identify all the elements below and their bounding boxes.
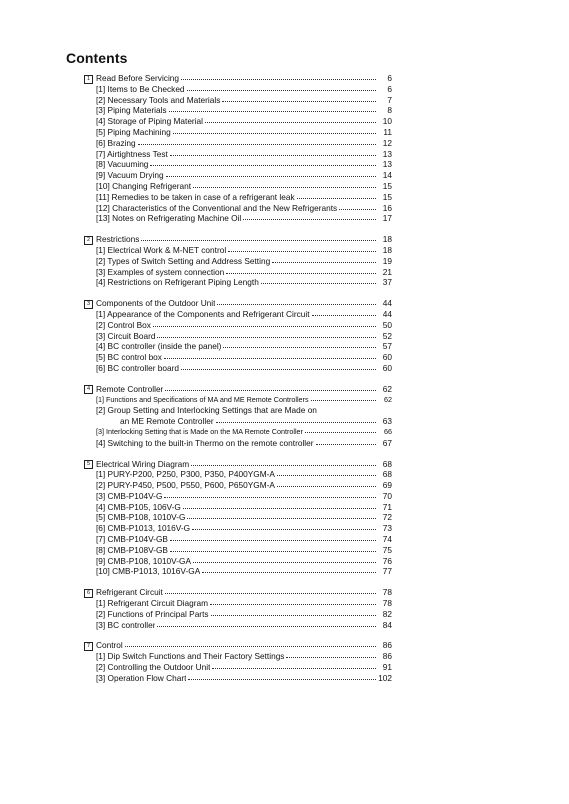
dot-leader xyxy=(164,352,376,359)
toc-entry[interactable] xyxy=(84,438,392,449)
dot-leader xyxy=(193,556,376,563)
dot-leader xyxy=(192,523,376,530)
dot-leader xyxy=(164,491,376,498)
toc-section-heading[interactable] xyxy=(84,73,392,84)
toc-entry[interactable] xyxy=(84,203,392,214)
page-number: 13 xyxy=(382,148,392,159)
dot-leader xyxy=(226,267,376,274)
dot-leader xyxy=(191,459,376,466)
page-number: 67 xyxy=(382,437,392,448)
dot-leader xyxy=(316,438,376,445)
toc-entry[interactable] xyxy=(84,159,392,170)
toc-section-heading[interactable] xyxy=(84,298,392,309)
dot-leader xyxy=(181,363,376,370)
toc-entry[interactable] xyxy=(84,352,392,363)
page-number: 52 xyxy=(382,330,392,341)
toc-entry-text: [7] CMB-P104V-GB xyxy=(96,534,168,545)
toc-entry[interactable] xyxy=(84,309,392,320)
section-number-box: 3 xyxy=(84,300,93,309)
toc-heading-text: Electrical Wiring Diagram xyxy=(96,458,190,469)
page-number: 8 xyxy=(387,105,392,116)
dot-leader xyxy=(261,277,376,284)
dot-leader xyxy=(193,181,376,188)
toc-entry[interactable] xyxy=(84,620,392,631)
dot-leader xyxy=(243,213,376,220)
page-number: 15 xyxy=(382,180,392,191)
section-number-box: 1 xyxy=(84,75,93,84)
toc-heading-text: Control xyxy=(96,640,123,651)
toc-entry[interactable] xyxy=(84,534,392,545)
toc-section xyxy=(84,459,392,578)
toc-entry[interactable] xyxy=(84,105,392,116)
toc-entry[interactable] xyxy=(84,116,392,127)
page-number: 44 xyxy=(382,298,392,309)
toc-entry[interactable] xyxy=(84,320,392,331)
page-number: 7 xyxy=(387,94,392,105)
page-number: 21 xyxy=(382,266,392,277)
page-number: 6 xyxy=(387,83,392,94)
page-number: 82 xyxy=(382,608,392,619)
toc-heading-text: Components of the Outdoor Unit xyxy=(96,298,216,309)
toc-entry-text: [3] CMB-P104V-G xyxy=(96,490,163,501)
dot-leader xyxy=(181,73,376,80)
toc-heading-text: Refrigerant Circuit xyxy=(96,587,163,598)
page-title: Contents xyxy=(66,50,128,66)
page-number: 75 xyxy=(382,544,392,555)
toc-entry[interactable] xyxy=(84,267,392,278)
toc-entry-text: [4] Restrictions on Refrigerant Piping Length xyxy=(96,277,259,288)
toc-entry-text: [5] CMB-P108, 1010V-G xyxy=(96,512,186,523)
dot-leader xyxy=(166,170,376,177)
toc-entry-text: [2] Necessary Tools and Materials xyxy=(96,94,221,105)
toc-entry-text: [2] Functions of Principal Parts xyxy=(96,608,209,619)
toc-entry[interactable] xyxy=(84,277,392,288)
dot-leader xyxy=(272,256,376,263)
toc-section xyxy=(84,234,392,288)
toc-entry[interactable] xyxy=(84,331,392,342)
dot-leader xyxy=(141,234,376,241)
toc-entry-text: [1] Refrigerant Circuit Diagram xyxy=(96,598,209,609)
page-number: 62 xyxy=(382,383,392,394)
toc-entry-text: [10] Changing Refrigerant xyxy=(96,180,192,191)
toc-entry-text: [1] Items to Be Checked xyxy=(96,83,185,94)
dot-leader xyxy=(222,95,376,102)
toc-entry[interactable] xyxy=(84,556,392,567)
page-number: 12 xyxy=(382,137,392,148)
toc-entry[interactable] xyxy=(84,512,392,523)
dot-leader xyxy=(187,512,376,519)
toc-entry-text: [5] BC control box xyxy=(96,352,162,363)
page-number: 86 xyxy=(382,640,392,651)
page-number: 18 xyxy=(382,234,392,245)
toc-entry-text: [4] BC controller (inside the panel) xyxy=(96,341,222,352)
toc-entry-text: [1] Appearance of the Components and Refrigerant Circuit xyxy=(96,308,310,319)
page-number: 17 xyxy=(382,213,392,224)
dot-leader xyxy=(170,545,376,552)
toc-entry[interactable] xyxy=(84,609,392,620)
toc-entry-text: [1] Dip Switch Functions and Their Factory Settings xyxy=(96,651,285,662)
toc-entry[interactable] xyxy=(84,127,392,138)
toc-entry[interactable] xyxy=(84,651,392,662)
toc-entry[interactable] xyxy=(84,405,392,416)
toc-entry-text: an ME Remote Controller xyxy=(120,416,214,427)
toc-entry[interactable] xyxy=(84,84,392,95)
toc-entry[interactable] xyxy=(84,491,392,502)
toc-section-heading[interactable] xyxy=(84,640,392,651)
dot-leader xyxy=(165,587,376,594)
toc-section xyxy=(84,298,392,374)
page-number: 102 xyxy=(378,672,392,683)
toc-entry-text: [3] Examples of system connection xyxy=(96,266,225,277)
dot-leader xyxy=(173,127,376,134)
page-number: 62 xyxy=(384,394,392,404)
toc-entry[interactable] xyxy=(84,170,392,181)
dot-leader xyxy=(183,502,376,509)
page-number: 10 xyxy=(382,116,392,127)
toc-entry-text: [6] Brazing xyxy=(96,137,136,148)
toc-entry-text: [3] BC controller xyxy=(96,619,156,630)
dot-leader xyxy=(297,192,376,199)
section-number-box: 5 xyxy=(84,460,93,469)
toc-entry[interactable] xyxy=(84,181,392,192)
toc-entry-text: [11] Remedies to be taken in case of a refrigerant leak xyxy=(96,191,295,202)
page-number: 44 xyxy=(382,308,392,319)
dot-leader xyxy=(216,416,376,423)
dot-leader xyxy=(217,298,376,305)
toc-entry[interactable] xyxy=(84,480,392,491)
toc-entry-text: [12] Characteristics of the Conventional and the New Refrigerants xyxy=(96,202,338,213)
section-number-box: 2 xyxy=(84,236,93,245)
toc-entry-text: [8] CMB-P108V-GB xyxy=(96,544,168,555)
toc-entry[interactable] xyxy=(84,469,392,480)
page-number: 73 xyxy=(382,523,392,534)
toc-entry[interactable] xyxy=(84,213,392,224)
toc-entry-text: [8] Vacuuming xyxy=(96,159,149,170)
page-number: 91 xyxy=(382,662,392,673)
toc-section xyxy=(84,384,392,449)
toc-heading-text: Restrictions xyxy=(96,234,140,245)
page-number: 74 xyxy=(382,534,392,545)
toc-entry-text: [1] PURY-P200, P250, P300, P350, P400YGM-A xyxy=(96,469,275,480)
dot-leader xyxy=(286,651,376,658)
toc-entry[interactable] xyxy=(84,95,392,106)
toc-entry-text: [2] Control Box xyxy=(96,319,151,330)
toc-entry[interactable] xyxy=(84,545,392,556)
toc-entry[interactable] xyxy=(84,363,392,374)
page-number: 78 xyxy=(382,587,392,598)
dot-leader xyxy=(205,116,376,123)
dot-leader xyxy=(339,203,376,210)
toc-entry[interactable] xyxy=(84,427,392,438)
toc-entry-text: [10] CMB-P1013, 1016V-GA xyxy=(96,566,201,577)
page-number: 76 xyxy=(382,555,392,566)
toc-entry[interactable] xyxy=(84,245,392,256)
toc-entry[interactable] xyxy=(84,395,392,406)
dot-leader xyxy=(312,309,376,316)
toc-entry-text: [2] Controlling the Outdoor Unit xyxy=(96,662,211,673)
toc-entry[interactable] xyxy=(84,662,392,673)
toc-entry-text: [1] Functions and Specifications of MA and ME Remote Controllers xyxy=(96,394,309,404)
page-number: 11 xyxy=(383,126,392,137)
toc-entry-text: [2] PURY-P450, P500, P550, P600, P650YGM-A xyxy=(96,480,275,491)
page-number: 13 xyxy=(382,159,392,170)
toc-entry[interactable] xyxy=(84,192,392,203)
dot-leader xyxy=(170,149,376,156)
dot-leader xyxy=(165,384,376,391)
toc-entry-text: [4] Storage of Piping Material xyxy=(96,116,203,127)
toc-section xyxy=(84,73,392,224)
dot-leader xyxy=(187,84,376,91)
page-number: 6 xyxy=(387,73,392,83)
page-number: 71 xyxy=(382,501,392,512)
toc-section xyxy=(84,587,392,630)
page-number: 60 xyxy=(382,352,392,363)
toc-entry[interactable] xyxy=(84,502,392,513)
section-number-box: 7 xyxy=(84,642,93,651)
toc-entry-text: [13] Notes on Refrigerating Machine Oil xyxy=(96,213,242,224)
toc-entry[interactable] xyxy=(84,566,392,577)
page-number: 72 xyxy=(382,512,392,523)
dot-leader xyxy=(170,534,376,541)
toc-entry-text: [4] CMB-P105, 106V-G xyxy=(96,501,181,512)
section-number-box: 4 xyxy=(84,385,93,394)
toc-entry-text: [7] Airtightness Test xyxy=(96,148,168,159)
dot-leader xyxy=(125,640,376,647)
page-number: 78 xyxy=(382,598,392,609)
toc-entry-text: [4] Switching to the built-in Thermo on the remote controller xyxy=(96,437,314,448)
page-number: 86 xyxy=(382,651,392,662)
page-number: 66 xyxy=(384,426,392,436)
page-number: 50 xyxy=(382,319,392,330)
toc-entry-text: [3] Operation Flow Chart xyxy=(96,672,187,683)
toc-entry-text: [1] Electrical Work & M-NET control xyxy=(96,244,227,255)
toc-section-heading[interactable] xyxy=(84,459,392,470)
page-number: 15 xyxy=(382,191,392,202)
page-number: 16 xyxy=(382,202,392,213)
page-number: 19 xyxy=(382,255,392,266)
page-number: 77 xyxy=(382,566,392,577)
toc-entry[interactable] xyxy=(84,341,392,352)
toc-entry-text: [5] Piping Machining xyxy=(96,126,171,137)
dot-leader xyxy=(210,598,376,605)
toc-entry[interactable] xyxy=(84,256,392,267)
toc-heading-text: Read Before Servicing xyxy=(96,73,180,83)
dot-leader xyxy=(169,105,376,112)
toc-entry-text: [6] BC controller board xyxy=(96,362,180,373)
toc-entry-text: [9] CMB-P108, 1010V-GA xyxy=(96,555,192,566)
dot-leader xyxy=(138,138,376,145)
dot-leader xyxy=(211,609,376,616)
page-number: 70 xyxy=(382,490,392,501)
toc-entry-text: [2] Group Setting and Interlocking Settings that are Made on xyxy=(96,405,317,416)
toc-entry-text: [3] Piping Materials xyxy=(96,105,167,116)
section-number-box: 6 xyxy=(84,589,93,598)
toc-section-heading[interactable] xyxy=(84,587,392,598)
dot-leader xyxy=(277,480,376,487)
page-number: 18 xyxy=(382,244,392,255)
page-number: 63 xyxy=(382,416,392,427)
page-number: 14 xyxy=(382,170,392,181)
toc-entry[interactable] xyxy=(84,598,392,609)
dot-leader xyxy=(212,662,376,669)
dot-leader xyxy=(153,320,376,327)
toc-entry-text: [3] Interlocking Setting that is Made on the MA Remote Controller xyxy=(96,426,303,436)
toc-entry-text: [9] Vacuum Drying xyxy=(96,170,164,181)
dot-leader xyxy=(150,159,376,166)
page-number: 84 xyxy=(382,619,392,630)
toc-entry[interactable] xyxy=(84,138,392,149)
toc-entry[interactable] xyxy=(84,523,392,534)
dot-leader xyxy=(305,426,376,433)
page-number: 68 xyxy=(382,469,392,480)
dot-leader xyxy=(223,341,376,348)
toc-entry[interactable] xyxy=(84,149,392,160)
table-of-contents xyxy=(84,73,392,694)
toc-heading-text: Remote Controller xyxy=(96,383,164,394)
toc-entry[interactable] xyxy=(84,673,392,684)
dot-leader xyxy=(311,394,376,401)
toc-entry-text: [2] Types of Switch Setting and Address Setting xyxy=(96,255,271,266)
dot-leader xyxy=(157,620,376,627)
dot-leader xyxy=(228,245,376,252)
dot-leader xyxy=(188,673,376,680)
toc-section xyxy=(84,640,392,683)
page-number: 60 xyxy=(382,362,392,373)
dot-leader xyxy=(277,469,376,476)
page-number: 37 xyxy=(382,277,392,288)
toc-section-heading[interactable] xyxy=(84,234,392,245)
toc-entry-text: [3] Circuit Board xyxy=(96,330,156,341)
dot-leader xyxy=(157,331,376,338)
page-number: 57 xyxy=(382,341,392,352)
toc-entry-text: [6] CMB-P1013, 1016V-G xyxy=(96,523,191,534)
dot-leader xyxy=(202,566,376,573)
page-number: 68 xyxy=(382,458,392,469)
page-number: 69 xyxy=(382,480,392,491)
